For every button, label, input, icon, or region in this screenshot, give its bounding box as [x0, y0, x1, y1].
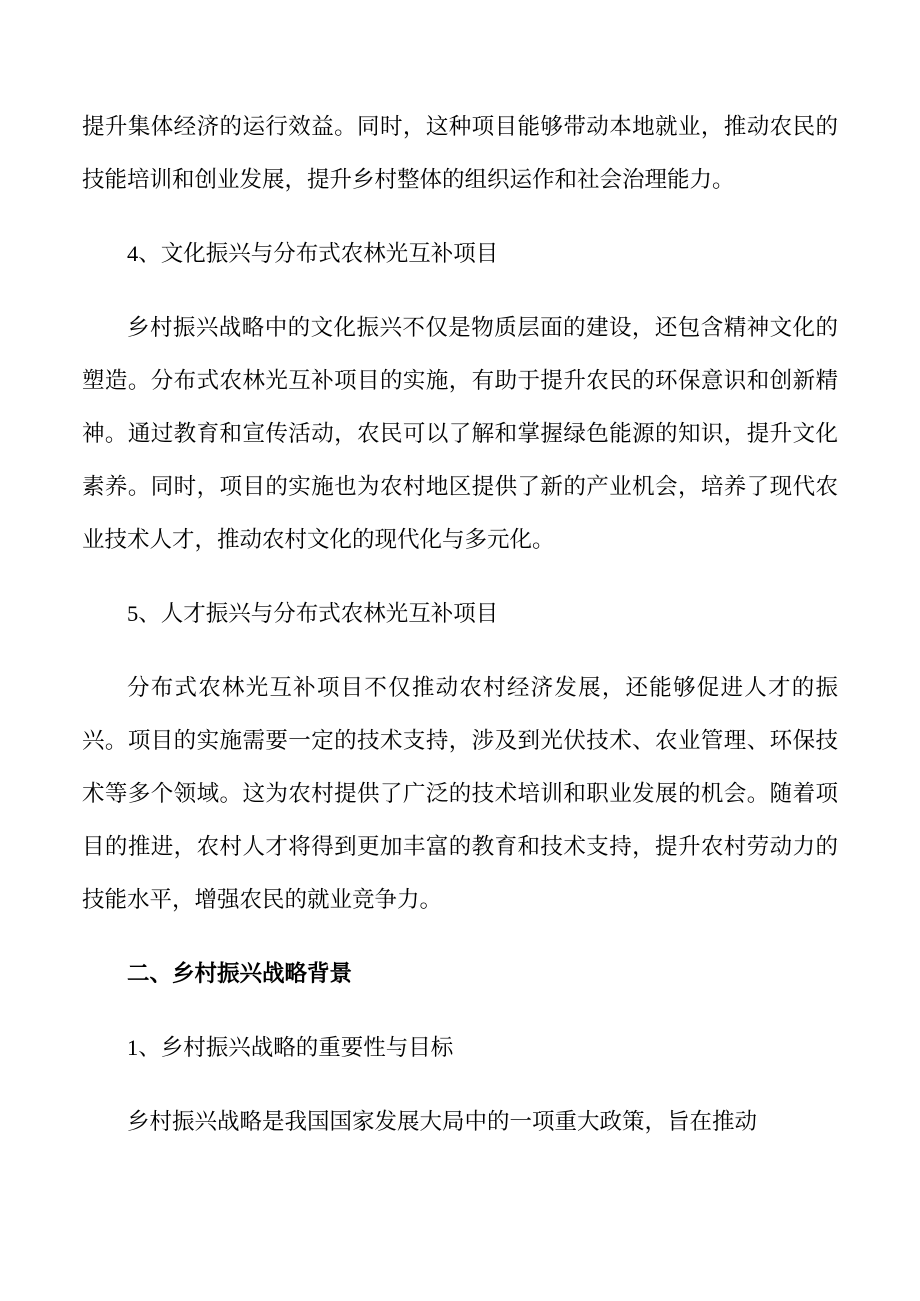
section-heading-talent: 5、人才振兴与分布式农林光互补项目: [127, 601, 499, 626]
paragraph-talent: 分布式农林光互补项目不仅推动农村经济发展，还能够促进人才的振兴。项目的实施需要一定的技术支持，涉及到光伏技术、农业管理、环保技术等多个领域。这为农村提供了广泛的技术培训和职业发展的机会。随着项目的推进，农村人才将得到更加丰富的教育和技术支持，提升农村劳动力的技能水平，增强农民的就业竞争力。: [82, 675, 838, 912]
section-heading-importance: 1、乡村振兴战略的重要性与目标: [127, 1035, 454, 1060]
section-heading-culture: 4、文化振兴与分布式农林光互补项目: [127, 241, 499, 266]
paragraph-culture: 乡村振兴战略中的文化振兴不仅是物质层面的建设，还包含精神文化的塑造。分布式农林光互补项目的实施，有助于提升农民的环保意识和创新精神。通过教育和宣传活动，农民可以了解和掌握绿色能源的知识，提升文化素养。同时，项目的实施也为农村地区提供了新的产业机会，培养了现代农业技术人才，推动农村文化的现代化与多元化。: [82, 315, 838, 552]
chapter-heading-background: 二、乡村振兴战略背景: [127, 961, 353, 986]
paragraph-strategy-intro: 乡村振兴战略是我国国家发展大局中的一项重大政策，旨在推动: [127, 1109, 758, 1134]
paragraph-continuation: 提升集体经济的运行效益。同时，这种项目能够带动本地就业，推动农民的技能培训和创业发展，提升乡村整体的组织运作和社会治理能力。: [82, 114, 838, 192]
